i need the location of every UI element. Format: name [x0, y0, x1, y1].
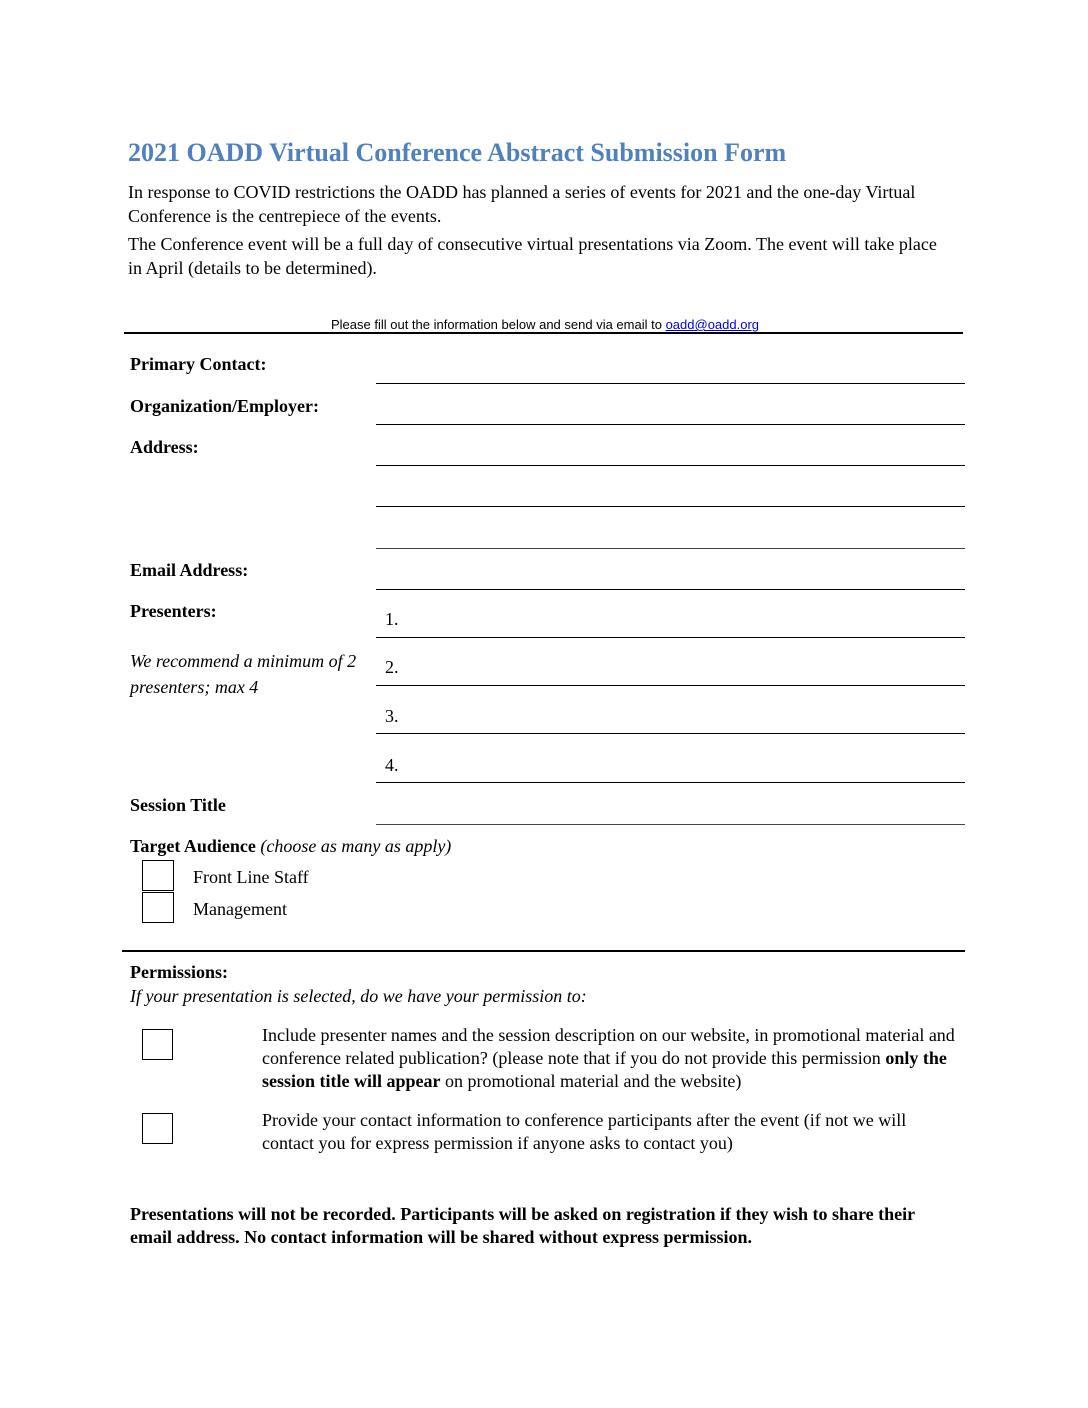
presenter-number: 1.: [385, 609, 399, 629]
front-line-staff-label: Front Line Staff: [193, 867, 309, 887]
email-link[interactable]: oadd@oadd.org: [665, 317, 760, 332]
session-title-label: Session Title: [130, 795, 226, 815]
address-label: Address:: [130, 437, 199, 457]
target-audience-hint: (choose as many as apply): [260, 836, 452, 856]
presenters-label: Presenters:: [130, 601, 217, 621]
instructions: [128, 317, 962, 332]
permission-contact-text: Provide your contact information to conference participants after the event (if not we will contact you for express permission if anyone asks to contact you): [262, 1110, 907, 1153]
primary-contact-field[interactable]: [376, 383, 965, 384]
presenter-number: 3.: [385, 706, 399, 726]
permission-publish-text-start: Include presenter names and the session description on our website, in promotional material and conference related publication? (please note that if you do not provide this permission: [262, 1025, 955, 1068]
permission-publish-text: [262, 1024, 962, 1093]
intro-paragraph: In response to COVID restrictions the OADD has planned a series of events for 2021 and the one-day Virtual Conference is the centrepiece of the events.: [128, 182, 916, 226]
top-divider: [124, 332, 963, 334]
email-address-label: Email Address:: [130, 560, 249, 580]
address-field-line-1[interactable]: [376, 465, 965, 466]
management-checkbox[interactable]: [142, 892, 174, 923]
presenters-note: We recommend a minimum of 2 presenters; max 4: [130, 651, 357, 697]
intro-paragraph: The Conference event will be a full day of consecutive virtual presentations via Zoom. The event will take place in April (details to be determined).: [128, 234, 937, 278]
section-divider: [122, 950, 965, 952]
session-title-field[interactable]: [376, 824, 965, 825]
email-address-field[interactable]: [376, 589, 965, 590]
permission-contact-checkbox[interactable]: [142, 1113, 173, 1144]
form-title: 2021 OADD Virtual Conference Abstract Submission Form: [128, 138, 787, 167]
presenter-3-field[interactable]: [376, 733, 965, 734]
organization-field[interactable]: [376, 424, 965, 425]
permissions-label: Permissions:: [130, 962, 228, 982]
address-field-line-3[interactable]: [376, 548, 965, 549]
presenter-4-field[interactable]: [376, 782, 965, 783]
permission-publish-checkbox[interactable]: [142, 1029, 173, 1060]
permission-publish-emphasis: only the session title will appear: [262, 1048, 947, 1091]
instructions-text: Please fill out the information below and send via email to: [330, 317, 666, 332]
target-audience-heading: [130, 836, 451, 857]
presenter-1-field[interactable]: [376, 637, 965, 638]
presenter-2-field[interactable]: [376, 685, 965, 686]
permissions-subtitle: If your presentation is selected, do we have your permission to:: [130, 986, 587, 1006]
presenter-number: 2.: [385, 657, 399, 677]
organization-label: Organization/Employer:: [130, 396, 319, 416]
address-field-line-2[interactable]: [376, 506, 965, 507]
presenter-number: 4.: [385, 755, 399, 775]
management-label: Management: [193, 899, 287, 919]
front-line-staff-checkbox[interactable]: [142, 860, 174, 891]
footer-notice: Presentations will not be recorded. Participants will be asked on registration if they wish to share their email address. No contact information will be shared without express permission.: [130, 1204, 915, 1247]
primary-contact-label: Primary Contact:: [130, 354, 267, 374]
target-audience-label: Target Audience: [130, 836, 256, 856]
permission-publish-text-end: on promotional material and the website): [440, 1071, 742, 1091]
